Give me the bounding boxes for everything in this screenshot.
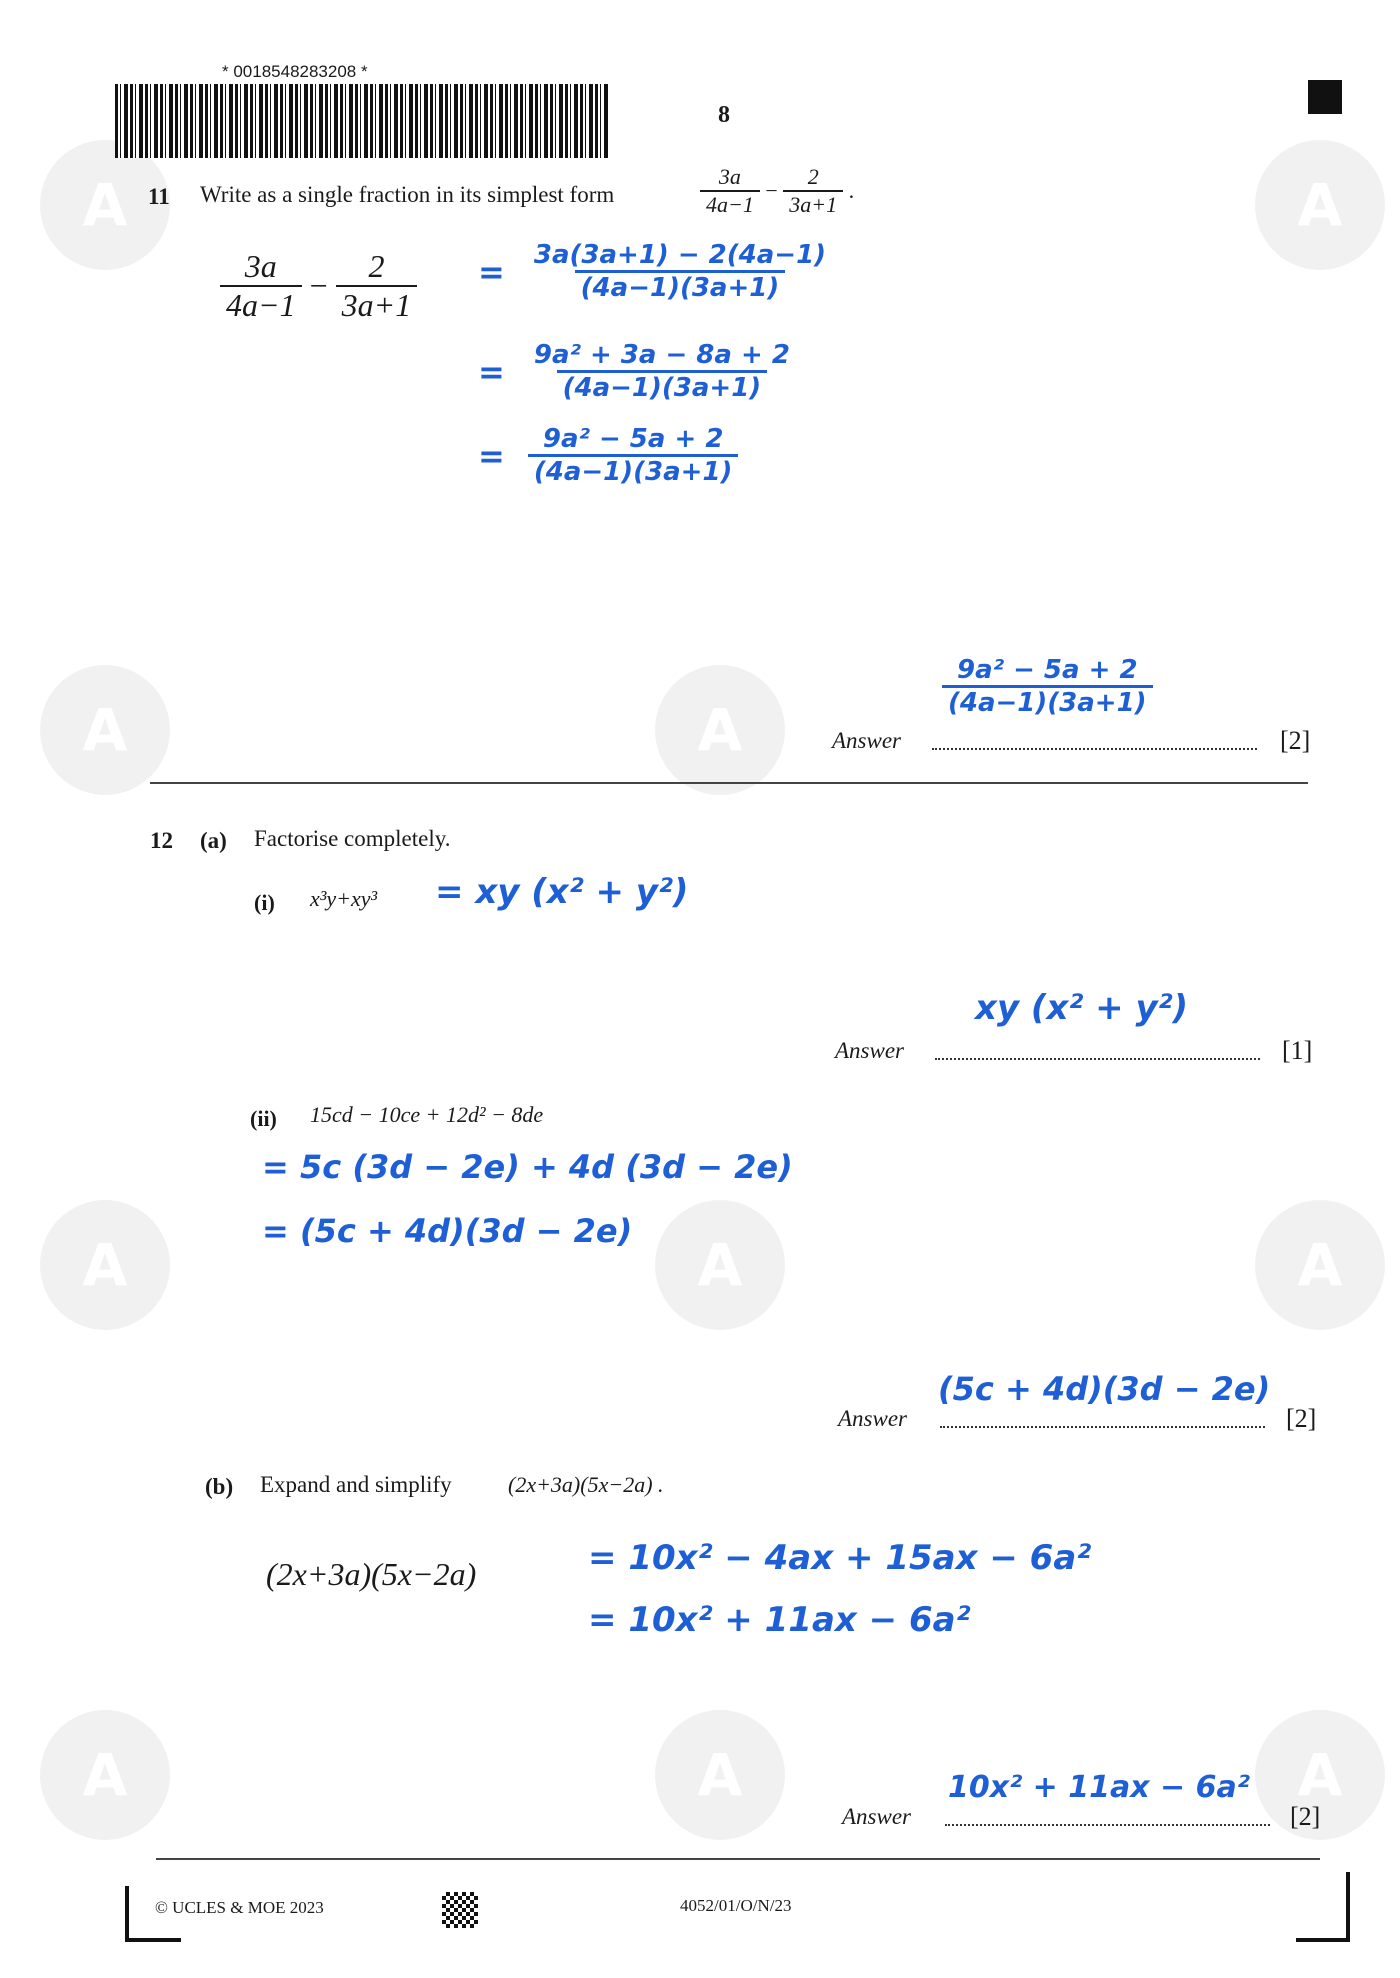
minus-sign: −: [309, 267, 328, 304]
watermark-logo: A: [40, 1200, 170, 1330]
watermark-logo: A: [40, 1710, 170, 1840]
q12-i-answer-line: [935, 1058, 1260, 1060]
q12-ii-marks: [2]: [1286, 1404, 1317, 1433]
fraction-numerator: 9a² − 5a + 2: [542, 424, 724, 454]
q12-i-working: = xy (x² + y²): [435, 872, 689, 912]
fraction-denominator: (4a−1)(3a+1): [942, 685, 1153, 718]
q12-b-answer-line: [945, 1824, 1270, 1826]
qr-code: [442, 1892, 478, 1928]
q12-part-b-prompt: Expand and simplify: [260, 1472, 452, 1497]
q12-ii-working-line-2: = (5c + 4d)(3d − 2e): [262, 1212, 633, 1250]
q11-expression: [700, 164, 854, 218]
q11-answer-label: Answer: [832, 728, 901, 753]
q11-answer-line: [932, 748, 1257, 750]
q12-ii-answer-line: [940, 1426, 1265, 1428]
fraction-denominator: (4a−1)(3a+1): [575, 270, 786, 303]
barcode-number: * 0018548283208 *: [222, 62, 368, 81]
crop-mark-right: [1346, 1872, 1350, 1942]
fraction-denominator: 4a−1: [220, 285, 302, 324]
watermark-logo: A: [655, 1710, 785, 1840]
footer-divider: [156, 1858, 1320, 1860]
q12-ii-label: (ii): [250, 1106, 277, 1131]
q12-part-a-prompt: Factorise completely.: [254, 826, 451, 851]
fraction-denominator: (4a−1)(3a+1): [557, 370, 768, 403]
q12-part-b-label: (b): [205, 1474, 234, 1499]
q12-b-work-lhs: (2x+3a)(5x−2a): [266, 1556, 477, 1592]
footer-copyright: © UCLES & MOE 2023: [155, 1898, 324, 1917]
watermark-logo: A: [655, 1200, 785, 1330]
corner-marker: [1308, 80, 1342, 114]
fraction-denominator: (4a−1)(3a+1): [528, 454, 739, 487]
q11-marks: [2]: [1280, 726, 1311, 755]
q11-work-lhs: [220, 248, 417, 324]
q12-b-marks: [2]: [1290, 1802, 1321, 1831]
watermark-logo: A: [1255, 1710, 1385, 1840]
q12-b-working-line-1: = 10x² − 4ax + 15ax − 6a²: [588, 1538, 1092, 1578]
barcode: [115, 84, 610, 158]
q12-ii-expression: 15cd − 10ce + 12d² − 8de: [310, 1102, 544, 1127]
equals-sign: =: [478, 352, 505, 391]
q12-i-answer-value: xy (x² + y²): [975, 988, 1189, 1028]
q12-b-answer-label: Answer: [842, 1804, 911, 1829]
q12-i-expression: x³y+xy³: [310, 886, 378, 911]
fraction-numerator: 3a: [718, 164, 741, 189]
q12-b-working-line-2: = 10x² + 11ax − 6a²: [588, 1600, 971, 1640]
fraction-denominator: 3a+1: [783, 190, 843, 218]
q11-work-line-2: [478, 340, 796, 403]
q12-i-marks: [1]: [1282, 1036, 1313, 1065]
footer-code: 4052/01/O/N/23: [680, 1896, 792, 1915]
watermark-logo: A: [1255, 1200, 1385, 1330]
q11-number: 11: [148, 184, 170, 209]
q12-ii-answer-label: Answer: [838, 1406, 907, 1431]
minus-sign: −: [765, 178, 778, 203]
section-divider: [150, 782, 1308, 784]
crop-mark-left: [125, 1938, 181, 1942]
watermark-logo: A: [1255, 140, 1385, 270]
q12-ii-answer-value: (5c + 4d)(3d − 2e): [938, 1370, 1271, 1408]
crop-mark-right: [1296, 1938, 1350, 1942]
fraction-numerator: 2: [807, 164, 819, 189]
fraction-numerator: 2: [368, 248, 385, 284]
watermark-logo: A: [40, 140, 170, 270]
end-dot: .: [848, 178, 855, 203]
equals-sign: =: [478, 252, 505, 291]
fraction-denominator: 3a+1: [336, 285, 418, 324]
q12-part-a-label: (a): [200, 828, 227, 853]
q12-b-answer-value: 10x² + 11ax − 6a²: [948, 1770, 1250, 1805]
q11-work-line-3: [478, 424, 738, 487]
q12-number: 12: [150, 828, 173, 853]
page-number: 8: [718, 102, 730, 128]
watermark-logo: A: [40, 665, 170, 795]
fraction-denominator: 4a−1: [700, 190, 760, 218]
q11-answer-value: [942, 655, 1153, 718]
q12-i-label: (i): [254, 890, 275, 915]
watermark-logo: A: [655, 665, 785, 795]
fraction-numerator: 9a² − 5a + 2: [957, 655, 1138, 685]
crop-mark-left: [125, 1886, 129, 1942]
q11-prompt: Write as a single fraction in its simplest form: [200, 182, 615, 207]
fraction-numerator: 3a: [244, 248, 277, 284]
q11-work-line-1: [478, 240, 832, 303]
fraction-numerator: 3a(3a+1) − 2(4a−1): [533, 240, 827, 270]
q12-ii-working-line-1: = 5c (3d − 2e) + 4d (3d − 2e): [262, 1148, 793, 1186]
q12-b-expression: (2x+3a)(5x−2a) .: [508, 1472, 664, 1497]
fraction-numerator: 9a² + 3a − 8a + 2: [533, 340, 790, 370]
equals-sign: =: [478, 436, 505, 475]
q12-i-answer-label: Answer: [835, 1038, 904, 1063]
